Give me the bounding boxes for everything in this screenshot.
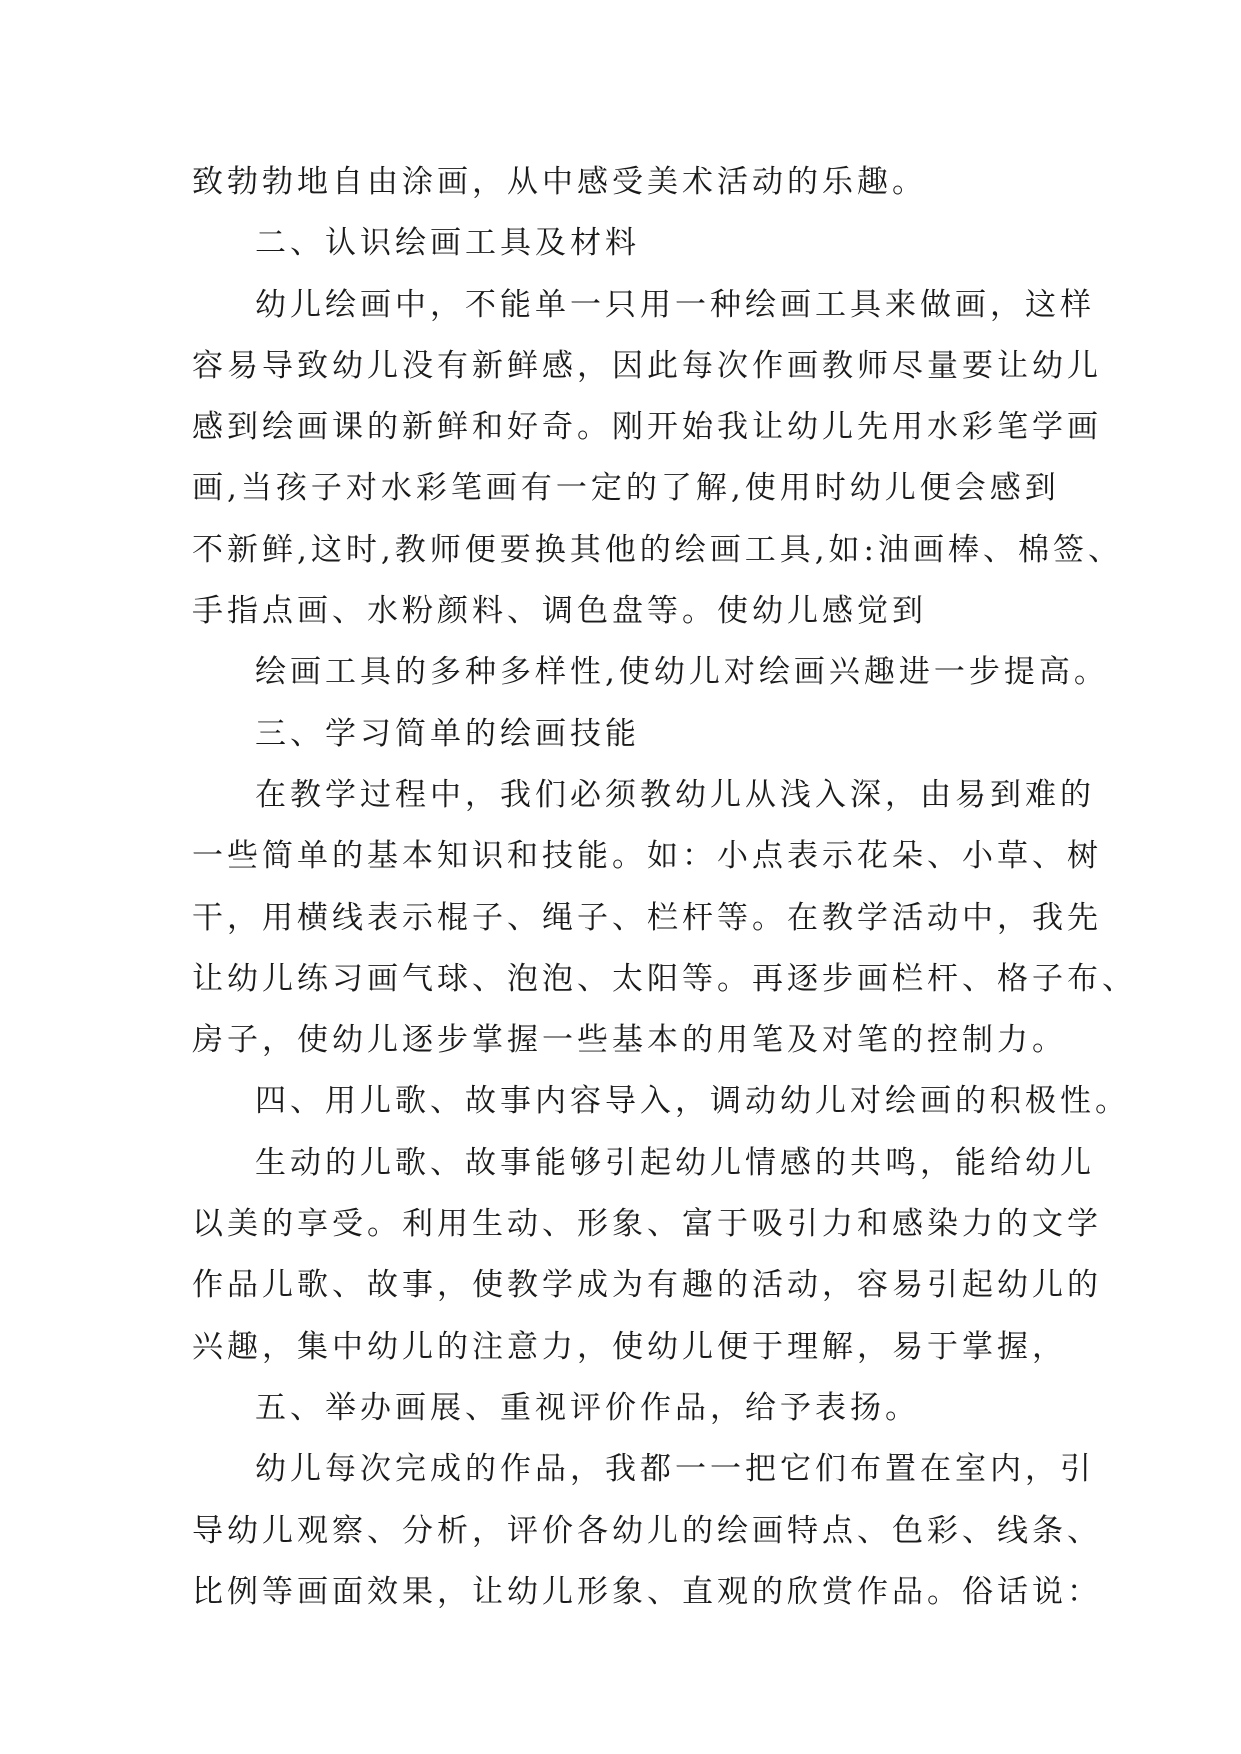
section-heading: 五、举办画展、重视评价作品，给予表扬。 <box>255 1389 920 1426</box>
text-line: 不新鲜,这时,教师便要换其他的绘画工具,如:油画棒、棉签、 <box>192 531 1124 568</box>
text-line: 让幼儿练习画气球、泡泡、太阳等。再逐步画栏杆、格子布、 <box>192 960 1137 997</box>
section-heading: 三、学习简单的绘画技能 <box>255 715 640 752</box>
text-line: 手指点画、水粉颜料、调色盘等。使幼儿感觉到 <box>192 593 927 630</box>
text-line: 干，用横线表示棍子、绳子、栏杆等。在教学活动中，我先 <box>192 899 1102 936</box>
text-line: 绘画工具的多种多样性,使幼儿对绘画兴趣进一步提高。 <box>255 654 1109 691</box>
text-line: 房子，使幼儿逐步掌握一些基本的用笔及对笔的控制力。 <box>192 1022 1067 1059</box>
text-line: 画,当孩子对水彩笔画有一定的了解,使用时幼儿便会感到 <box>192 470 1060 507</box>
text-line: 作品儿歌、故事，使教学成为有趣的活动，容易引起幼儿的 <box>192 1267 1102 1304</box>
document-body <box>192 152 1137 1623</box>
text-line: 容易导致幼儿没有新鲜感，因此每次作画教师尽量要让幼儿 <box>192 347 1102 384</box>
text-line: 幼儿每次完成的作品，我都一一把它们布置在室内，引 <box>255 1451 1095 1488</box>
text-line: 比例等画面效果，让幼儿形象、直观的欣赏作品。俗话说： <box>192 1573 1102 1610</box>
text-line: 生动的儿歌、故事能够引起幼儿情感的共鸣，能给幼儿 <box>255 1144 1095 1181</box>
text-line: 兴趣，集中幼儿的注意力，使幼儿便于理解，易于掌握， <box>192 1328 1067 1365</box>
text-line: 一些简单的基本知识和技能。如：小点表示花朵、小草、树 <box>192 838 1102 875</box>
section-heading: 二、认识绘画工具及材料 <box>255 225 640 262</box>
text-line: 在教学过程中，我们必须教幼儿从浅入深，由易到难的 <box>255 776 1095 813</box>
text-line: 感到绘画课的新鲜和好奇。刚开始我让幼儿先用水彩笔学画 <box>192 409 1102 446</box>
text-line: 以美的享受。利用生动、形象、富于吸引力和感染力的文学 <box>192 1206 1102 1243</box>
text-line: 幼儿绘画中，不能单一只用一种绘画工具来做画，这样 <box>255 286 1095 323</box>
section-heading: 四、用儿歌、故事内容导入，调动幼儿对绘画的积极性。 <box>255 1083 1130 1120</box>
text-line: 导幼儿观察、分析，评价各幼儿的绘画特点、色彩、线条、 <box>192 1512 1102 1549</box>
text-line: 致勃勃地自由涂画，从中感受美术活动的乐趣。 <box>192 164 927 200</box>
